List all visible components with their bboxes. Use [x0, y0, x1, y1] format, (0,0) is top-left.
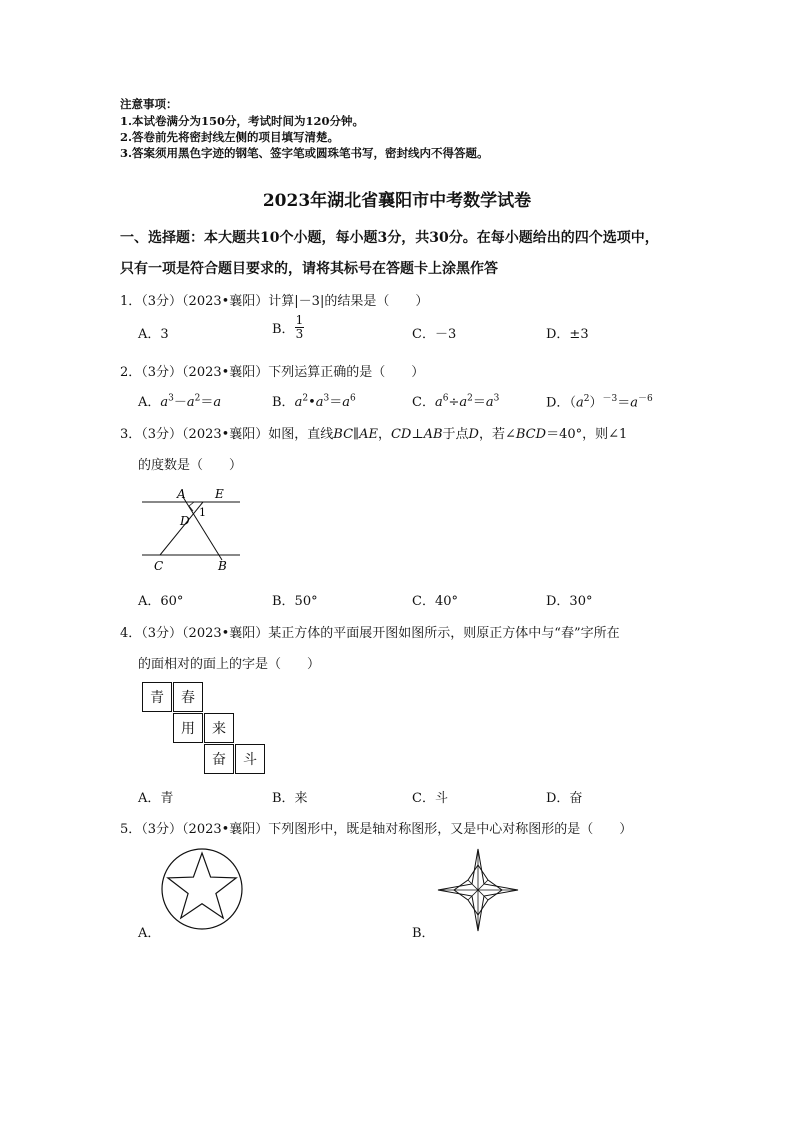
- q4-option-c: C．斗: [412, 791, 448, 806]
- net-cell-3: 用: [173, 713, 203, 743]
- q3-option-c: C．40°: [412, 594, 458, 609]
- q2-option-c-label: C．: [412, 395, 435, 410]
- question-1-stem: 1．（3分）（2023•襄阳）计算|－3|的结果是（ ）: [120, 294, 429, 309]
- q2-option-c: C．$a^6\div a^2=a^3$: [412, 393, 500, 410]
- q2-option-b: B．$a^2•a^3=a^6$: [272, 393, 356, 410]
- fraction-denominator: 3: [295, 327, 304, 341]
- page-title: 2023年湖北省襄阳市中考数学试卷: [262, 191, 532, 211]
- q4-option-b: B．来: [272, 791, 308, 806]
- section-heading-line1: 一、选择题：本大题共10个小题，每小题3分，共30分。在每小题给出的四个选项中，: [120, 230, 659, 246]
- label-b: B: [218, 559, 227, 573]
- notice-item-2: 2.答卷前先将密封线左侧的项目填写清楚。: [120, 130, 340, 144]
- question-3-stem-line2: 的度数是（ ）: [138, 458, 243, 473]
- question-3-stem-line1: 3．（3分）（2023•襄阳）如图，直线BC∥AE，CD⊥AB于点D，若∠BCD＝40°，则∠1: [120, 427, 628, 442]
- notice-item-3: 3.答案须用黑色字迹的钢笔、签字笔或圆珠笔书写，密封线内不得答题。: [120, 146, 489, 160]
- label-d: D: [180, 514, 190, 528]
- notice-item-1: 1.本试卷满分为150分，考试时间为120分钟。: [120, 114, 365, 128]
- net-cell-6: 斗: [235, 744, 265, 774]
- q2-option-a: A．$a^3-a^2=a$: [138, 393, 222, 410]
- q2-option-b-label: B．: [272, 395, 295, 410]
- q3-option-b: B．50°: [272, 594, 318, 609]
- compass-star-figure: [436, 847, 520, 933]
- net-cell-4: 来: [204, 713, 234, 743]
- fraction-numerator: 1: [295, 313, 304, 327]
- q3-option-d: D．30°: [546, 594, 593, 609]
- q3-geometry-figure: [136, 484, 248, 576]
- q5-option-b: B．: [412, 926, 435, 941]
- notice-heading: 注意事项：: [120, 97, 178, 111]
- section-heading-line2: 只有一项是符合题目要求的，请将其标号在答题卡上涂黑作答: [120, 261, 498, 277]
- question-2-stem: 2．（3分）（2023•襄阳）下列运算正确的是（ ）: [120, 365, 425, 380]
- fraction: [295, 314, 305, 341]
- question-5-stem: 5．（3分）（2023•襄阳）下列图形中，既是轴对称图形，又是中心对称图形的是（ ）: [120, 822, 633, 837]
- q1-option-d: D．±3: [546, 327, 589, 342]
- net-cell-1: 青: [142, 682, 172, 712]
- label-angle-1: 1: [199, 506, 206, 519]
- star-in-circle-figure: [160, 847, 244, 931]
- label-c: C: [154, 559, 164, 573]
- q3-option-a: A．60°: [138, 594, 184, 609]
- net-cell-5: 奋: [204, 744, 234, 774]
- q4-option-a: A．青: [138, 791, 174, 806]
- label-a: A: [177, 487, 186, 501]
- q2-option-d-label: D．: [546, 395, 570, 411]
- q5-option-a: A．: [138, 926, 161, 941]
- q4-option-d: D．奋: [546, 791, 583, 806]
- question-4-stem-line2: 的面相对的面上的字是（ ）: [138, 657, 321, 672]
- question-4-stem-line1: 4．（3分）（2023•襄阳）某正方体的平面展开图如图所示，则原正方体中与“春”字所在: [120, 626, 620, 641]
- label-e: E: [215, 487, 224, 501]
- q1-option-b: [272, 314, 304, 341]
- q1-option-b-label: B．: [272, 322, 295, 337]
- q2-option-d: D．$(a^2)^{-3}=a^{-6}$: [546, 394, 653, 411]
- net-cell-2: 春: [173, 682, 203, 712]
- q1-option-c: C．－3: [412, 327, 457, 342]
- q3-stem-text: 3．（3分）（2023•襄阳）如图，直线: [120, 427, 334, 442]
- q1-option-a: A．3: [138, 327, 169, 342]
- q2-option-a-label: A．: [138, 395, 161, 410]
